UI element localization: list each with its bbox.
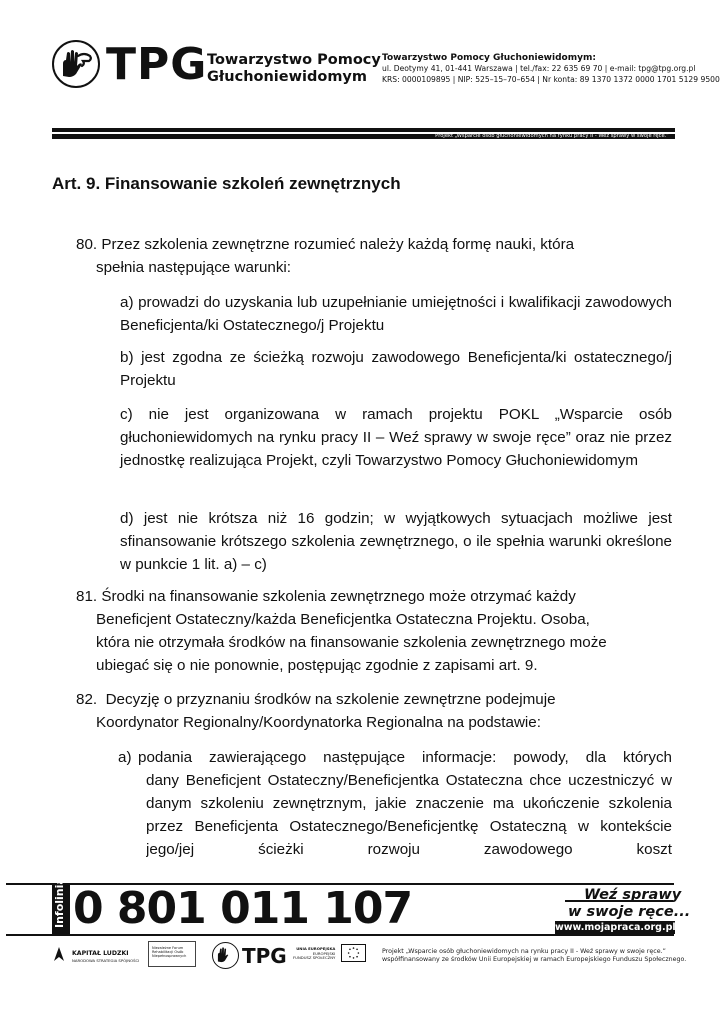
- infolinia-label: Infolinia: [53, 877, 66, 928]
- eu-flag-icon: [341, 944, 366, 962]
- eu-line2: EUROPEJSKI: [312, 950, 336, 956]
- kapital-ludzki-title: KAPITAŁ LUDZKI: [72, 950, 129, 957]
- kapital-ludzki-icon: [52, 945, 66, 963]
- list-item-80a: a) prowadzi do uzyskania lub uzupełnianie umiejętności i kwalifikacji zawodowych Beneficjenta/ki Ostatecznego/j Projektu: [120, 294, 672, 334]
- paragraph-80-line1: Przez szkolenia zewnętrzne rozumieć należy każdą formę nauki, która: [101, 236, 575, 253]
- org-contact-block: [382, 53, 720, 85]
- list-item-80c: c) nie jest organizowana w ramach projektu POKL „Wsparcie osób głuchoniewidomych na rynku pracy II – Weź sprawy w swoje ręce” oraz nie przez jednostkę realizująca Projekt, czyli Towarzystwo Pomocy Głuchoniewidomym: [120, 406, 672, 469]
- hands-icon: [54, 42, 98, 86]
- project-note-line1: Projekt „Wsparcie osób głuchoniewidomych na rynku pracy II - Weź sprawy w swoje ręce.”: [382, 948, 666, 955]
- list-item-82a-label: a): [118, 749, 132, 766]
- slogan-line2: w swoje ręce...: [568, 904, 691, 920]
- eu-title: UNIA EUROPEJSKA: [296, 946, 336, 951]
- website-link[interactable]: www.mojapraca.org.pl: [555, 922, 676, 933]
- org-registry: KRS: 0000109895 | NIP: 525–15–70–654 | Nr konta: 89 1370 1372 0000 1701 5129 9500: [382, 74, 720, 84]
- paragraph-81-line1: Środki na finansowanie szkolenia zewnętrznego może otrzymać każdy: [101, 588, 576, 605]
- paragraph-82-line2: Koordynator Regionalny/Koordynatorka Regionalna na podstawie:: [96, 714, 541, 731]
- project-cofinancing-note: [382, 948, 686, 964]
- paragraph-number: 80.: [76, 236, 98, 253]
- tpg-small-logo: TPG: [242, 944, 287, 968]
- hands-icon: [213, 943, 237, 967]
- paragraph-82-line1: Decyzję o przyznaniu środków na szkolenie zewnętrzne podejmuje: [105, 691, 556, 708]
- eu-label: [293, 947, 335, 961]
- list-item-82a-rest: dany Beneficjent Ostateczny/Beneficjentka Ostateczna chce uczestniczyć w danym szkoleniu zewnętrznym, jakie znaczenie ma ukończenie szkolenia przez Beneficjenta Ostatecznego/Beneficjentkę Ostateczną w kontekście jego/jej ścieżki rozwoju zawodowego koszt: [146, 772, 672, 858]
- hotline-number: 0 801 011 107: [73, 883, 413, 934]
- paragraph-81-line4: ubiegać się o nie ponownie, postępując zgodnie z zapisami art. 9.: [96, 657, 538, 674]
- paragraph-81-line3: która nie otrzymała środków na finansowanie szkolenia zewnętrznego może: [96, 634, 607, 651]
- tpg-logo-text: TPG: [106, 39, 208, 90]
- paragraph-82: [76, 688, 676, 711]
- org-address: ul. Deotymy 41, 01-441 Warszawa | tel./fax: 22 635 69 70 | e-mail: tpg@tpg.org.pl: [382, 64, 696, 74]
- paragraph-81-line2: Beneficjent Ostateczny/każda Beneficjentka Ostateczna Projektu. Osoba,: [96, 611, 590, 628]
- list-item-80d: d) jest nie krótsza niż 16 godzin; w wyjątkowych sytuacjach możliwe jest sfinansowanie krótszego szkolenia zewnętrznego, o ile spełnia warunki określone w punkcie 1 lit. a) – c): [120, 510, 672, 573]
- paragraph-80: [76, 233, 676, 256]
- paragraph-80-line2: spełnia następujące warunki:: [96, 259, 292, 276]
- tpg-logo-emblem: [52, 40, 100, 88]
- paragraph-81: [76, 585, 676, 608]
- header-rule: [52, 128, 675, 132]
- slogan-line1: Weź sprawy: [584, 887, 682, 903]
- eu-line3: FUNDUSZ SPOŁECZNY: [293, 955, 336, 960]
- tpg-small-emblem: [212, 942, 239, 969]
- kapital-ludzki-logo: [72, 950, 139, 964]
- list-item-80b: b) jest zgodna ze ścieżką rozwoju zawodowego Beneficjenta/ki ostatecznego/j Projektu: [120, 349, 672, 389]
- org-name-line1: Towarzystwo Pomocy: [207, 52, 381, 68]
- org-full-name: [207, 52, 381, 86]
- partner-logo: Niezależne Forum Rehabilitacji Osób Niepełnosprawnych: [148, 941, 196, 967]
- paragraph-number: 82.: [76, 691, 98, 708]
- project-note-line2: współfinansowany ze środków Unii Europejskiej w ramach Europejskiego Funduszu Społecznego.: [382, 956, 687, 963]
- project-strip: Projekt „Wsparcie osób głuchoniewidomych na rynku pracy II - Weź sprawy w swoje ręce.”: [52, 134, 675, 139]
- kapital-ludzki-subtitle: NARODOWA STRATEGIA SPÓJNOŚCI: [72, 958, 140, 963]
- article-heading: Art. 9. Finansowanie szkoleń zewnętrznych: [52, 174, 401, 193]
- org-name-line2: Głuchoniewidomym: [207, 69, 367, 85]
- list-item-82a-line1: podania zawierającego następujące informacje: powody, dla których: [138, 749, 672, 766]
- org-contact-title: Towarzystwo Pomocy Głuchoniewidomym:: [382, 53, 596, 63]
- paragraph-number: 81.: [76, 588, 98, 605]
